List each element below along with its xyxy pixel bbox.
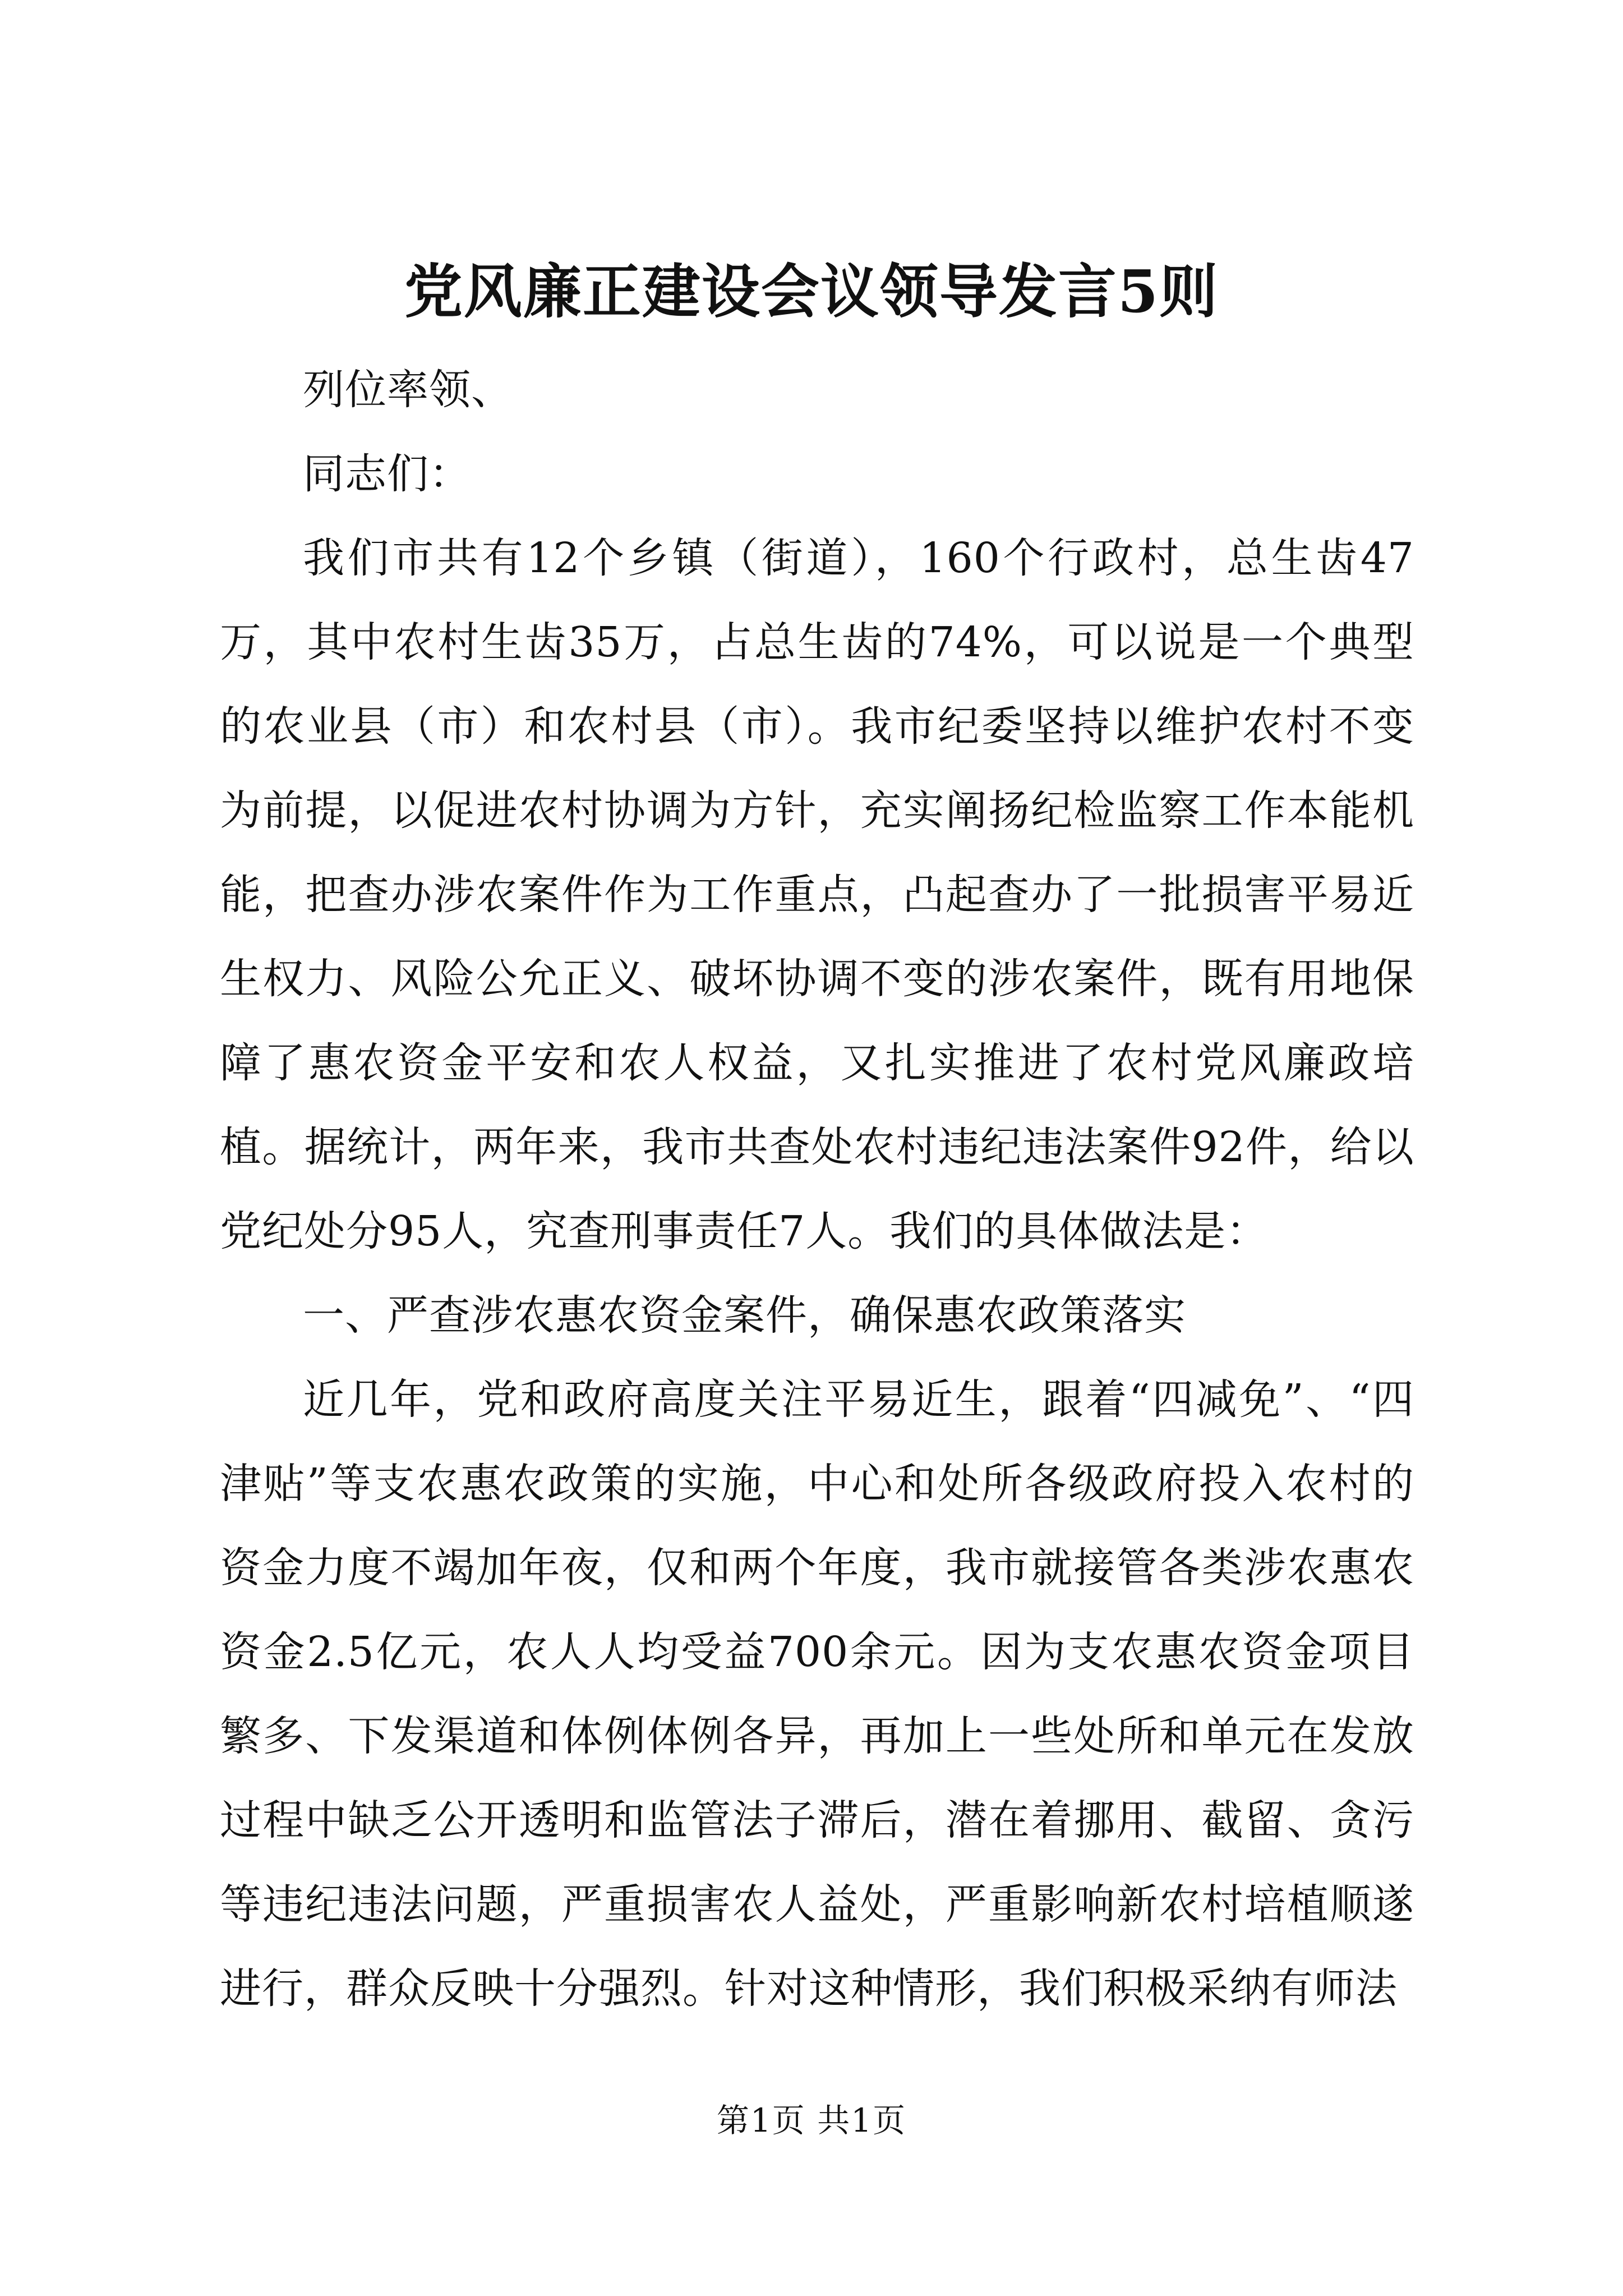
section-1-paragraph: 近几年，党和政府高度关注平易近生，跟着“四减免”、“四津贴”等支农惠农政策的实施，中心和处所各级政府投入农村的资金力度不竭加年夜，仅和两个年度，我市就接管各类涉农惠农资金2.5亿元，农人人均受益700余元。因为支农惠农资金项目繁多、下发渠道和体例体例各异，再加上一些处所和单元在发放过程中缺乏公开透明和监管法子滞后，潜在着挪用、截留、贪污等违纪违法问题，严重损害农人益处，严重影响新农村培植顺遂进行，群众反映十分强烈。针对这种情形，我们积极采纳有师法 [220, 1375, 1414, 2013]
document-body [220, 348, 1414, 2031]
salutation-leaders: 列位率领、 [303, 366, 513, 414]
section-heading-1: 一、严查涉农惠农资金案件，确保惠农政策落实 [303, 1291, 1186, 1340]
intro-paragraph: 我们市共有12个乡镇（街道），160个行政村，总生齿47万，其中农村生齿35万，占总生齿的74%，可以说是一个典型的农业县（市）和农村县（市）。我市纪委坚持以维护农村不变为前提，以促进农村协调为方针，充实阐扬纪检监察工作本能机能，把查办涉农案件作为工作重点，凸起查办了一批损害平易近生权力、风险公允正义、破坏协调不变的涉农案件，既有用地保障了惠农资金平安和农人权益，又扎实推进了农村党风廉政培植。据统计，两年来，我市共查处农村违纪违法案件92件，给以党纪处分95人，究查刑事责任7人。我们的具体做法是： [220, 534, 1414, 1255]
document-title: 党风廉正建设会议领导发言5则 [404, 257, 1219, 326]
page-footer: 第1页 共1页 [716, 2101, 907, 2139]
salutation-comrades: 同志们： [303, 450, 471, 498]
